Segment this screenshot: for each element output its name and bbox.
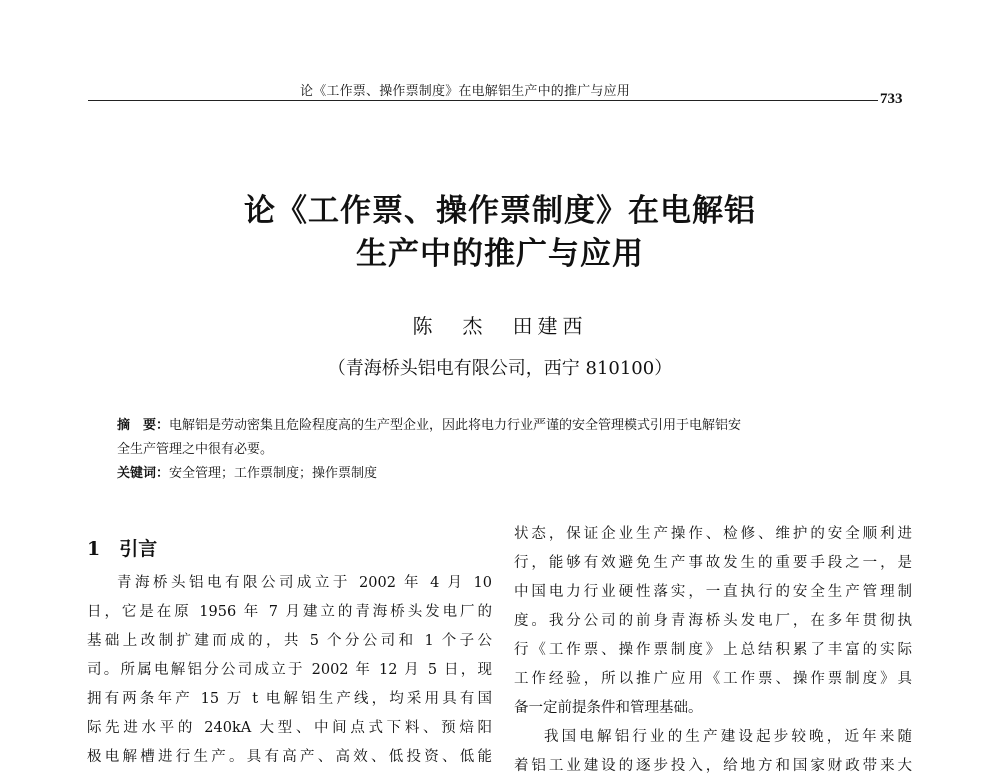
running-header-title: 论《工作票、操作票制度》在电解铝生产中的推广与应用 <box>300 84 631 99</box>
page-number: 733 <box>880 91 903 107</box>
body-left-line: 际先进水平的 240kA 大型、中间点式下料、预焙阳 <box>87 720 492 736</box>
body-right-line: 备一定前提条件和管理基础。 <box>514 700 703 716</box>
body-left-line: 日，它是在原 1956 年 7 月建立的青海桥头发电厂的 <box>87 604 492 620</box>
header-rule <box>88 100 878 101</box>
body-left-line: 拥有两条年产 15 万 t 电解铝生产线，均采用具有国 <box>87 691 492 707</box>
body-right-line: 行《工作票、操作票制度》上总结积累了丰富的实际 <box>514 642 912 658</box>
abstract-line-1 <box>117 414 887 438</box>
body-column-left <box>87 569 492 772</box>
keywords-label: 关键词： <box>117 466 170 481</box>
section-heading-introduction: 1 引言 <box>87 538 158 560</box>
authors: 陈 杰 田建西 <box>412 314 588 338</box>
abstract-block <box>117 414 887 486</box>
body-left-line: 司。所属电解铝分公司成立于 2002 年 12 月 5 日，现 <box>87 662 492 678</box>
body-right-line: 我国电解铝行业的生产建设起步较晚，近年来随 <box>544 729 912 745</box>
body-right-line: 工作经验，所以推广应用《工作票、操作票制度》具 <box>514 671 912 687</box>
paper-title-line-2: 生产中的推广与应用 <box>356 236 644 272</box>
keywords-line <box>117 462 887 486</box>
body-left-line: 极电解槽进行生产。具有高产、高效、低投资、低能 <box>87 749 492 765</box>
affiliation: （青海桥头铝电有限公司，西宁 810100） <box>327 358 673 379</box>
body-right-line: 行，能够有效避免生产事故发生的重要手段之一，是 <box>514 555 912 571</box>
body-left-line: 基础上改制扩建而成的，共 5 个分公司和 1 个子公 <box>87 633 492 649</box>
keywords-text: 安全管理；工作票制度；操作票制度 <box>169 466 378 481</box>
abstract-line-2: 全生产管理之中很有必要。 <box>117 442 274 457</box>
paper-title-line-1: 论《工作票、操作票制度》在电解铝 <box>244 193 756 229</box>
body-right-line: 度。我分公司的前身青海桥头发电厂，在多年贯彻执 <box>514 613 912 629</box>
abstract-text-1: 电解铝是劳动密集且危险程度高的生产型企业，因此将电力行业严谨的安全管理模式引用于电解铝安 <box>169 418 742 433</box>
body-right-line: 着铝工业建设的逐步投入，给地方和国家财政带来大 <box>514 758 912 774</box>
body-right-line: 状态，保证企业生产操作、检修、维护的安全顺利进 <box>514 526 912 542</box>
paper-title <box>100 190 900 276</box>
body-column-right <box>514 520 912 781</box>
body-left-line: 青海桥头铝电有限公司成立于 2002 年 4 月 10 <box>117 575 492 591</box>
body-right-line: 中国电力行业硬性落实，一直执行的安全生产管理制 <box>514 584 912 600</box>
abstract-label: 摘 要： <box>117 418 170 433</box>
